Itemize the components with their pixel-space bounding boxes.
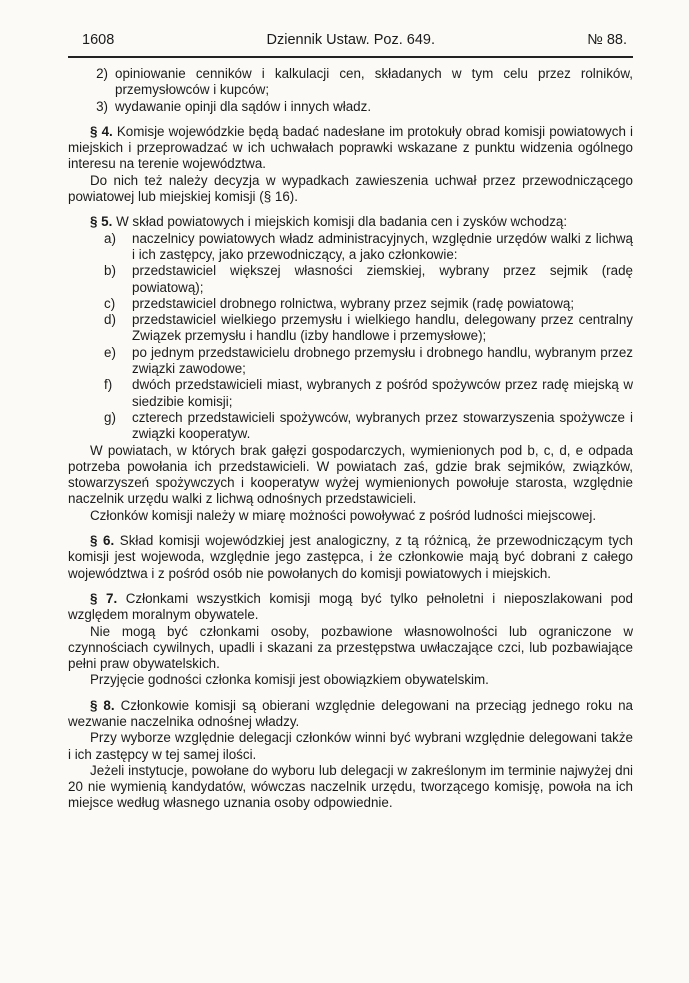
section-text: Komisje wojewódzkie będą badać nadesłane im protokuły obrad komisji powiatowych i miejskich i przeprowadzać w ich uchwałach poprawki wskazane z punktu widzenia ogólnego interesu na terenie województwa. <box>68 123 633 172</box>
item-text: opiniowanie cenników i kalkulacji cen, składanych w tym celu przez rolników, przemysłowców i kupców; <box>115 66 633 98</box>
item-label: c) <box>104 295 116 311</box>
header-rule <box>68 56 633 58</box>
item-number: 3) <box>96 98 108 114</box>
paragraph: Członków komisji należy w miarę możności powoływać z pośród ludności miejscowej. <box>90 507 597 523</box>
list-item <box>104 410 633 443</box>
item-number: 2) <box>96 66 108 81</box>
list-item <box>104 312 633 345</box>
item-label: e) <box>104 344 116 360</box>
list-item <box>104 345 633 378</box>
section-label: § 7. <box>90 590 118 606</box>
item-label: a) <box>104 230 116 246</box>
item-label: b) <box>104 263 116 279</box>
section-7 <box>68 591 633 624</box>
item-label: f) <box>104 377 113 393</box>
item-text: czterech przedstawicieli spożywców, wybranych przez stowarzyszenia spożywcze i związki kooperatyw. <box>132 409 633 442</box>
item-text: przedstawiciel większej własności ziemskiej, wybrany przez sejmik (radę powiatową); <box>132 263 633 295</box>
section-5 <box>68 214 633 230</box>
journal-title: Dziennik Ustaw. Poz. 649. <box>266 31 435 48</box>
section-8 <box>68 698 633 731</box>
section-text: Skład komisji wojewódzkiej jest analogiczny, z tą różnicą, że przewodniczącym tych komisji jest wojewoda, względnie jego zastępca, i że członkowie mają być dobrani z całego województwa i z pośród osób nie powołanych do komisji powiatowych i miejskich. <box>68 533 633 581</box>
paragraph: Przyjęcie godności członka komisji jest obowiązkiem obywatelskim. <box>90 672 489 688</box>
section-label: § 6. <box>90 533 115 549</box>
section-label: § 4. <box>90 123 113 139</box>
section-text: Członkowie komisji są obierani względnie delegowani na przeciąg jednego roku na wezwanie naczelnika odnośnej władzy. <box>68 697 633 729</box>
section-text: W skład powiatowych i miejskich komisji dla badania cen i zysków wchodzą: <box>116 214 568 230</box>
page-number: 1608 <box>82 31 115 48</box>
section-label: § 5. <box>90 214 113 230</box>
item-text: po jednym przedstawicielu drobnego przemysłu i drobnego handlu, wybranym przez związki zawodowe; <box>132 344 633 377</box>
item-text: przedstawiciel wielkiego przemysłu i wielkiego handlu, delegowany przez centralny Związek przemysłu i handlu (izby handlowe i przemysłowe); <box>132 312 633 344</box>
page-header <box>68 26 633 48</box>
item-text: wydawanie opinji dla sądów i innych władz. <box>115 98 372 114</box>
paragraph: Przy wyborze względnie delegacji członków winni być wybrani względnie delegowani także i ich zastępcy w tej samej ilości. <box>68 730 633 762</box>
section-label: § 8. <box>90 697 115 713</box>
item-text: naczelnicy powiatowych władz administracyjnych, względnie urzędów walki z lichwą i ich zastępcy, jako przewodniczący, a jako członkowie: <box>132 230 633 262</box>
item-label: d) <box>104 312 116 328</box>
list-item <box>104 377 633 410</box>
item-label: g) <box>104 409 116 425</box>
paragraph: W powiatach, w których brak gałęzi gospodarczych, wymienionych pod b, c, d, e odpada potrzeba powołania ich przedstawicieli. W powiatach zaś, gdzie brak sejmików, związków, stowarzyszeń spożywczych i kooperatyw wyżej wymienionych powołuje starosta, względnie naczelnik urzędu walki z lichwą odnośnych przedstawicieli. <box>68 442 633 507</box>
section-6 <box>68 533 633 582</box>
section-4 <box>68 124 633 173</box>
section-text: Członkami wszystkich komisji mogą być tylko pełnoletni i nieposzlakowani pod względem moralnym obywatele. <box>68 590 633 623</box>
paragraph: Jeżeli instytucje, powołane do wyboru lub delegacji w zakreślonym im terminie najwyżej dni 20 nie wymienią kandydatów, wówczas naczelnik urzędu, tworzącego komisję, powoła na ich miejsce według własnego uznania osoby odpowiednie. <box>68 762 633 811</box>
issue-number: № 88. <box>587 31 627 48</box>
paragraph: Nie mogą być członkami osoby, pozbawione własnowolności lub ograniczone w czynnościach cywilnych, upadli i skazani za przestępstwa uwłaczające czci, lub pozbawiające pełni praw obywatelskich. <box>68 623 633 672</box>
paragraph: Do nich też należy decyzja w wypadkach zawieszenia uchwał przez przewodniczącego powiatowej lub miejskiej komisji (§ 16). <box>68 172 633 205</box>
list-item <box>104 263 633 296</box>
list-item <box>104 296 633 312</box>
list-item <box>68 66 633 99</box>
item-text: dwóch przedstawicieli miast, wybranych z pośród spożywców przez radę miejską w siedzibie komisji; <box>132 377 633 409</box>
item-text: przedstawiciel drobnego rolnictwa, wybrany przez sejmik (radę powiatową; <box>132 295 575 311</box>
list-item <box>68 99 633 115</box>
list-item <box>104 231 633 264</box>
